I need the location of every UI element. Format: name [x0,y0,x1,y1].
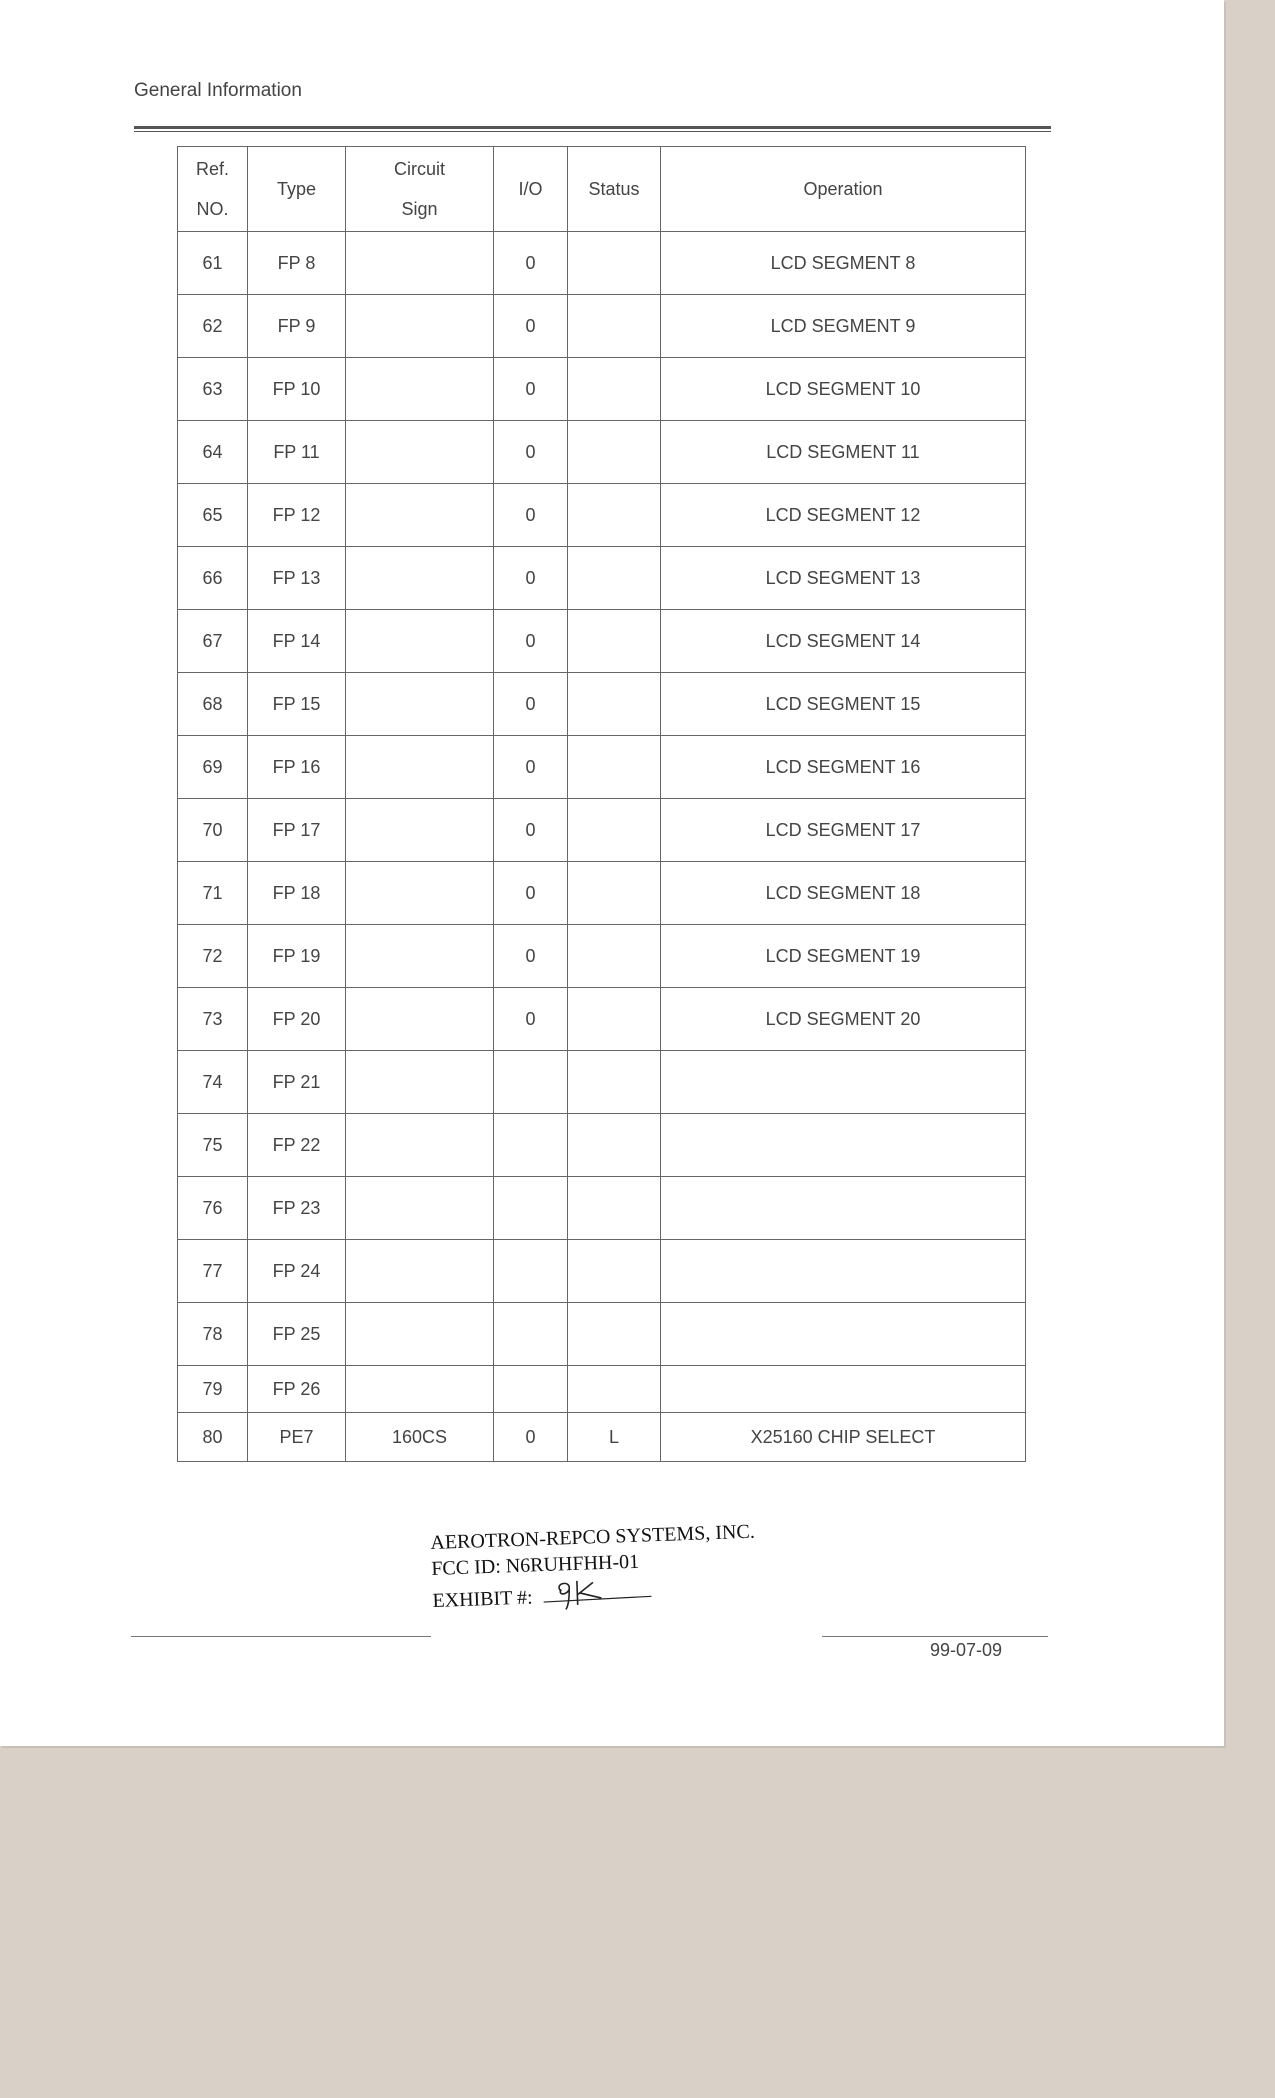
cell-operation: LCD SEGMENT 17 [661,799,1026,862]
cell-operation: LCD SEGMENT 19 [661,925,1026,988]
stamp-exhibit-label: EXHIBIT #: [432,1586,533,1613]
cell-ref: 76 [178,1177,248,1240]
table-row [178,1114,1026,1177]
cell-operation [661,1114,1026,1177]
cell-circuit [346,1051,494,1114]
cell-type: FP 23 [248,1177,346,1240]
cell-type: FP 26 [248,1366,346,1413]
cell-ref: 80 [178,1413,248,1462]
cell-io [494,1366,568,1413]
cell-type: FP 11 [248,421,346,484]
cell-status [568,862,661,925]
cell-operation: LCD SEGMENT 11 [661,421,1026,484]
table-row [178,421,1026,484]
header-ref-no: Ref. NO. [178,147,248,232]
cell-status [568,1114,661,1177]
cell-ref: 61 [178,232,248,295]
cell-io: 0 [494,1413,568,1462]
cell-type: FP 15 [248,673,346,736]
cell-circuit [346,1240,494,1303]
cell-circuit [346,610,494,673]
cell-ref: 72 [178,925,248,988]
cell-status [568,610,661,673]
cell-circuit [346,736,494,799]
cell-io: 0 [494,988,568,1051]
header-circuit-sign: Circuit Sign [346,147,494,232]
cell-type: PE7 [248,1413,346,1462]
cell-ref: 68 [178,673,248,736]
cell-type: FP 18 [248,862,346,925]
cell-status [568,736,661,799]
cell-circuit [346,484,494,547]
cell-type: FP 24 [248,1240,346,1303]
cell-status [568,799,661,862]
cell-operation: LCD SEGMENT 16 [661,736,1026,799]
cell-type: FP 22 [248,1114,346,1177]
header-rule [134,126,1051,132]
cell-type: FP 14 [248,610,346,673]
cell-type: FP 8 [248,232,346,295]
cell-circuit [346,1303,494,1366]
cell-operation: LCD SEGMENT 13 [661,547,1026,610]
table-row [178,1366,1026,1413]
cell-circuit [346,232,494,295]
cell-io [494,1114,568,1177]
header-operation: Operation [661,147,1026,232]
cell-type: FP 20 [248,988,346,1051]
cell-operation: LCD SEGMENT 14 [661,610,1026,673]
cell-circuit [346,1366,494,1413]
table-row [178,988,1026,1051]
cell-status [568,358,661,421]
table-row [178,358,1026,421]
table-row [178,736,1026,799]
fcc-stamp [430,1519,758,1623]
cell-type: FP 9 [248,295,346,358]
cell-type: FP 25 [248,1303,346,1366]
cell-status [568,1051,661,1114]
cell-ref: 75 [178,1114,248,1177]
header-type: Type [248,147,346,232]
cell-circuit [346,1177,494,1240]
cell-status: L [568,1413,661,1462]
cell-io [494,1240,568,1303]
cell-circuit [346,1114,494,1177]
table-row [178,925,1026,988]
table-row [178,673,1026,736]
cell-status [568,484,661,547]
cell-io: 0 [494,925,568,988]
table-row [178,610,1026,673]
cell-operation: LCD SEGMENT 10 [661,358,1026,421]
cell-operation: LCD SEGMENT 8 [661,232,1026,295]
cell-io: 0 [494,610,568,673]
table-row [178,1303,1026,1366]
table-row [178,295,1026,358]
cell-operation: LCD SEGMENT 20 [661,988,1026,1051]
cell-status [568,988,661,1051]
table-row [178,484,1026,547]
cell-ref: 69 [178,736,248,799]
cell-operation: LCD SEGMENT 9 [661,295,1026,358]
cell-io: 0 [494,862,568,925]
cell-io: 0 [494,295,568,358]
footer-rule-right [822,1636,1048,1637]
cell-operation [661,1051,1026,1114]
cell-circuit [346,295,494,358]
pin-assignment-table [177,146,1026,1462]
cell-operation: LCD SEGMENT 18 [661,862,1026,925]
document-date: 99-07-09 [930,1640,1003,1660]
cell-operation: X25160 CHIP SELECT [661,1413,1026,1462]
cell-ref: 66 [178,547,248,610]
cell-type: FP 13 [248,547,346,610]
cell-operation [661,1240,1026,1303]
cell-io: 0 [494,484,568,547]
cell-ref: 79 [178,1366,248,1413]
cell-io [494,1177,568,1240]
table-header-row [178,147,1026,232]
cell-status [568,1366,661,1413]
cell-circuit [346,547,494,610]
table-row [178,1177,1026,1240]
cell-ref: 62 [178,295,248,358]
cell-ref: 71 [178,862,248,925]
table-row [178,1240,1026,1303]
cell-io: 0 [494,421,568,484]
cell-status [568,547,661,610]
cell-operation [661,1177,1026,1240]
cell-ref: 73 [178,988,248,1051]
cell-circuit [346,862,494,925]
cell-ref: 65 [178,484,248,547]
stamp-company: AEROTRON-REPCO SYSTEMS, INC. [430,1520,756,1554]
cell-type: FP 17 [248,799,346,862]
cell-circuit [346,925,494,988]
cell-type: FP 12 [248,484,346,547]
cell-circuit [346,421,494,484]
cell-status [568,1240,661,1303]
table-row [178,1051,1026,1114]
cell-circuit [346,673,494,736]
cell-ref: 64 [178,421,248,484]
table-row [178,547,1026,610]
cell-type: FP 19 [248,925,346,988]
cell-operation [661,1303,1026,1366]
cell-io [494,1303,568,1366]
cell-ref: 74 [178,1051,248,1114]
table-row [178,799,1026,862]
cell-type: FP 10 [248,358,346,421]
header-io: I/O [494,147,568,232]
cell-status [568,421,661,484]
cell-io: 0 [494,232,568,295]
cell-status [568,673,661,736]
cell-status [568,295,661,358]
cell-circuit [346,988,494,1051]
footer-rule-left [131,1636,431,1637]
cell-ref: 77 [178,1240,248,1303]
table-row [178,1413,1026,1462]
cell-circuit [346,358,494,421]
table-row [178,232,1026,295]
cell-type: FP 21 [248,1051,346,1114]
cell-status [568,925,661,988]
cell-operation: LCD SEGMENT 12 [661,484,1026,547]
section-title: General Information [134,80,302,101]
cell-io: 0 [494,799,568,862]
cell-circuit: 160CS [346,1413,494,1462]
stamp-fcc-id: FCC ID: N6RUHFHH-01 [430,1550,640,1580]
cell-operation [661,1366,1026,1413]
cell-ref: 67 [178,610,248,673]
cell-io: 0 [494,358,568,421]
cell-type: FP 16 [248,736,346,799]
cell-ref: 78 [178,1303,248,1366]
cell-operation: LCD SEGMENT 15 [661,673,1026,736]
cell-io [494,1051,568,1114]
cell-circuit [346,799,494,862]
cell-io: 0 [494,673,568,736]
cell-status [568,1177,661,1240]
cell-io: 0 [494,547,568,610]
cell-status [568,1303,661,1366]
exhibit-signature-icon [543,1574,654,1619]
header-status: Status [568,147,661,232]
cell-ref: 70 [178,799,248,862]
cell-ref: 63 [178,358,248,421]
cell-io: 0 [494,736,568,799]
table-row [178,862,1026,925]
cell-status [568,232,661,295]
